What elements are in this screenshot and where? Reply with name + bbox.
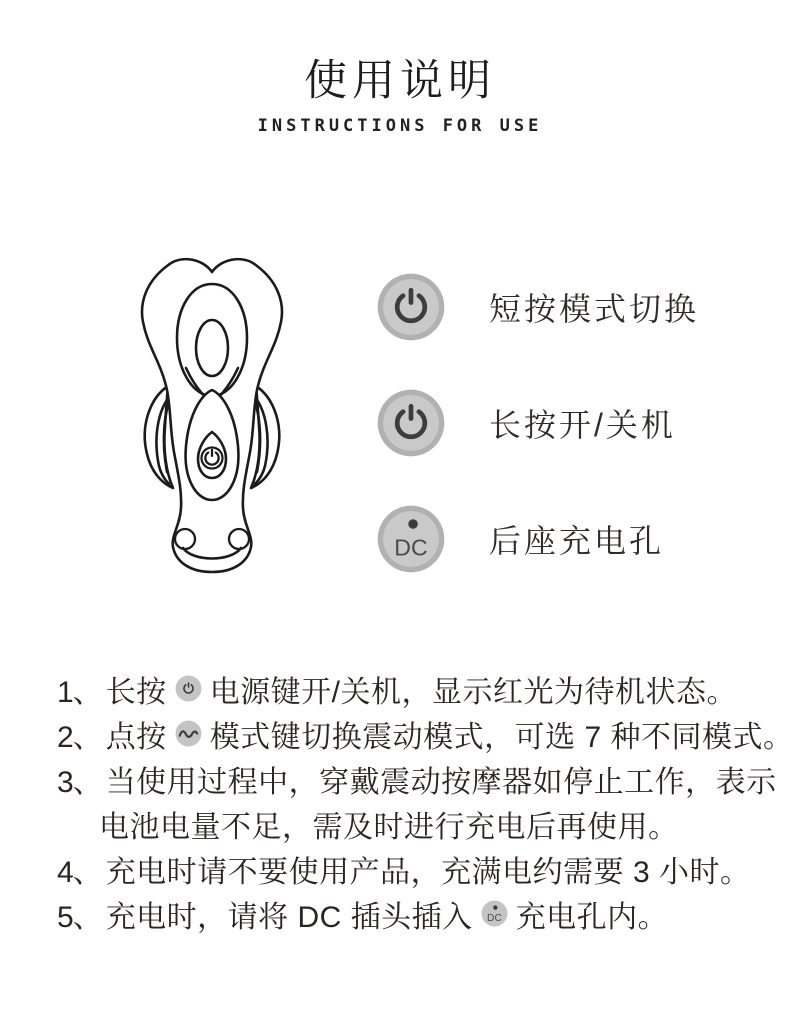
instruction-item-4 bbox=[57, 846, 777, 891]
instruction-text: 点按 bbox=[105, 720, 167, 754]
instruction-number: 1、 bbox=[57, 675, 102, 709]
instruction-item-3 bbox=[57, 756, 777, 801]
legend-label: 短按模式切换 bbox=[489, 291, 700, 327]
legend bbox=[377, 273, 699, 621]
instruction-text: 当使用过程中，穿戴震动按摩器如停止工作，表示 bbox=[105, 765, 777, 799]
page-subtitle: INSTRUCTIONS FOR USE bbox=[257, 115, 543, 136]
legend-label: 长按开/关机 bbox=[489, 407, 676, 443]
dc-port-icon bbox=[481, 900, 508, 927]
instruction-text: 充电孔内。 bbox=[515, 900, 669, 934]
upper-hole bbox=[196, 320, 228, 376]
instruction-item-2 bbox=[57, 711, 794, 756]
power-icon bbox=[175, 675, 202, 702]
instruction-text: 电池电量不足，需及时进行充电后再使用。 bbox=[99, 810, 679, 844]
dc-port-icon bbox=[377, 505, 445, 573]
instruction-number: 4、 bbox=[57, 855, 102, 889]
instruction-text: 充电时请不要使用产品，充满电约需要 3 小时。 bbox=[105, 855, 751, 889]
instruction-text: 充电时，请将 DC 插头插入 bbox=[105, 900, 473, 934]
legend-row-power-onoff bbox=[377, 389, 699, 457]
power-button-icon bbox=[377, 389, 445, 457]
legend-row-mode-switch bbox=[377, 273, 699, 341]
instruction-text: 电源键开/关机，显示红光为待机状态。 bbox=[209, 675, 738, 709]
svg-text:DC: DC bbox=[394, 534, 428, 561]
page-title: 使用说明 bbox=[304, 57, 496, 105]
instruction-number: 3、 bbox=[57, 765, 102, 799]
vibration-mode-icon bbox=[175, 720, 202, 747]
instruction-item-5 bbox=[57, 891, 777, 936]
instruction-text: 模式键切换震动模式，可选 7 种不同模式。 bbox=[209, 720, 794, 754]
instruction-item-1 bbox=[57, 666, 777, 711]
instruction-number: 5、 bbox=[57, 900, 102, 934]
device-illustration bbox=[130, 250, 350, 586]
svg-text:DC: DC bbox=[486, 912, 502, 924]
legend-row-charging-port bbox=[377, 505, 699, 573]
legend-label: 后座充电孔 bbox=[489, 523, 665, 559]
page-header bbox=[0, 56, 800, 136]
instruction-text: 长按 bbox=[105, 675, 167, 709]
instruction-number: 2、 bbox=[57, 720, 102, 754]
instruction-item-3-continued bbox=[57, 801, 777, 846]
power-button-icon bbox=[377, 273, 445, 341]
instruction-list bbox=[57, 666, 794, 936]
